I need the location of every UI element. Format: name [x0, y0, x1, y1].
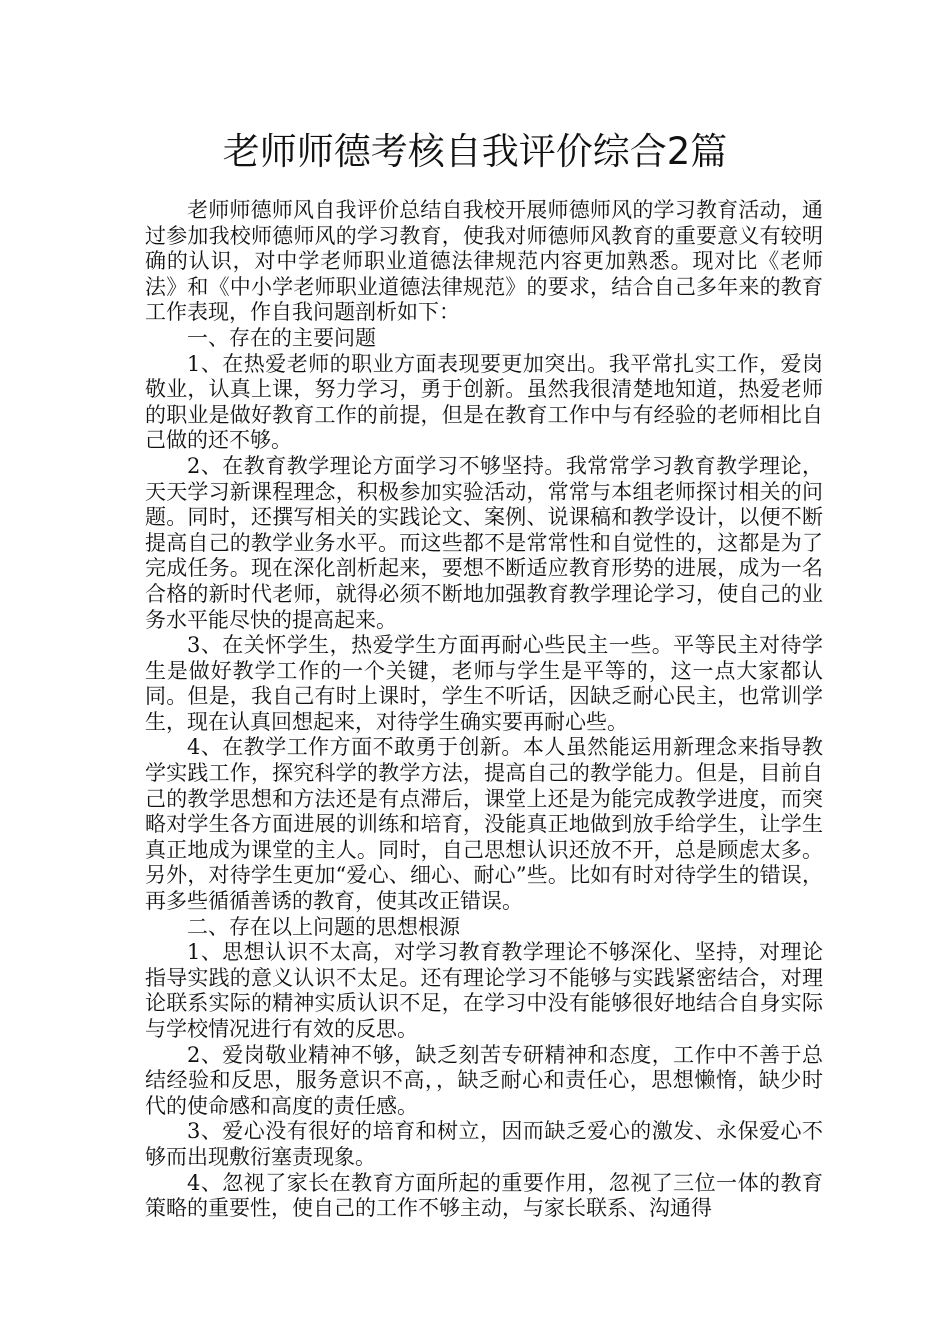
paragraph-cause-4: 4、忽视了家长在教育方面所起的重要作用，忽视了三位一体的教育策略的重要性，使自己的工作不够主动，与家长联系、沟通得	[145, 1170, 823, 1221]
section-heading-main-problems: 一、存在的主要问题	[187, 325, 376, 350]
paragraph-cause-1: 1、思想认识不太高，对学习教育教学理论不够深化、坚持，对理论指导实践的意义认识不太足。还有理论学习不能够与实践紧密结合，对理论联系实际的精神实质认识不足，在学习中没有能够很好地结合自身实际与学校情况进行有效的反思。	[145, 940, 823, 1041]
paragraph-problem-1: 1、在热爱老师的职业方面表现要更加突出。我平常扎实工作，爱岗敬业，认真上课，努力学习，勇于创新。虽然我很清楚地知道，热爱老师的职业是做好教育工作的前提，但是在教育工作中与有经验的老师相比自己做的还不够。	[145, 351, 823, 453]
document-body	[145, 198, 823, 1222]
paragraph-problem-4: 4、在教学工作方面不敢勇于创新。本人虽然能运用新理念来指导教学实践工作，探究科学的教学方法，提高自己的教学能力。但是，目前自己的教学思想和方法还是有点滞后，课堂上还是为能完成教学进度，而突略对学生各方面进展的训练和培育，没能真正地做到放手给学生，让学生真正地成为课堂的主人。同时，自己思想认识还放不开，总是顾虑太多。另外，对待学生更加“爱心、细心、耐心”些。比如有时对待学生的错误，再多些循循善诱的教育，使其改正错误。	[145, 735, 823, 914]
paragraph-intro: 老师师德师风自我评价总结自我校开展师德师风的学习教育活动，通过参加我校师德师风的学习教育，使我对师德师风教育的重要意义有较明确的认识，对中学老师职业道德法律规范内容更加熟悉。现对比《老师法》和《中小学老师职业道德法律规范》的要求，结合自己多年来的教育工作表现，作自我问题剖析如下：	[145, 198, 823, 325]
document-title: 老师师德考核自我评价综合2篇	[222, 130, 728, 173]
paragraph-problem-3: 3、在关怀学生，热爱学生方面再耐心些民主一些。平等民主对待学生是做好教学工作的一个关键，老师与学生是平等的，这一点大家都认同。但是，我自己有时上课时，学生不听话，因缺乏耐心民主，也常训学生，现在认真回想起来，对待学生确实要再耐心些。	[145, 633, 823, 734]
section-heading-root-causes: 二、存在以上问题的思想根源	[187, 914, 460, 939]
paragraph-cause-2: 2、爱岗敬业精神不够，缺乏刻苦专研精神和态度，工作中不善于总结经验和反思，服务意识不高，，缺乏耐心和责任心，思想懒惰，缺少时代的使命感和高度的责任感。	[145, 1042, 823, 1118]
paragraph-cause-3: 3、爱心没有很好的培育和树立，因而缺乏爱心的激发、永保爱心不够而出现敷衍塞责现象。	[145, 1119, 823, 1169]
paragraph-problem-2: 2、在教育教学理论方面学习不够坚持。我常常学习教育教学理论，天天学习新课程理念，积极参加实验活动，常常与本组老师探讨相关的问题。同时，还撰写相关的实践论文、案例、说课稿和教学设计，以便不断提高自己的教学业务水平。而这些都不是常常性和自觉性的，这都是为了完成任务。现在深化剖析起来，要想不断适应教育形势的进展，成为一名合格的新时代老师，就得必须不断地加强教育教学理论学习，使自己的业务水平能尽快的提高起来。	[145, 453, 823, 632]
